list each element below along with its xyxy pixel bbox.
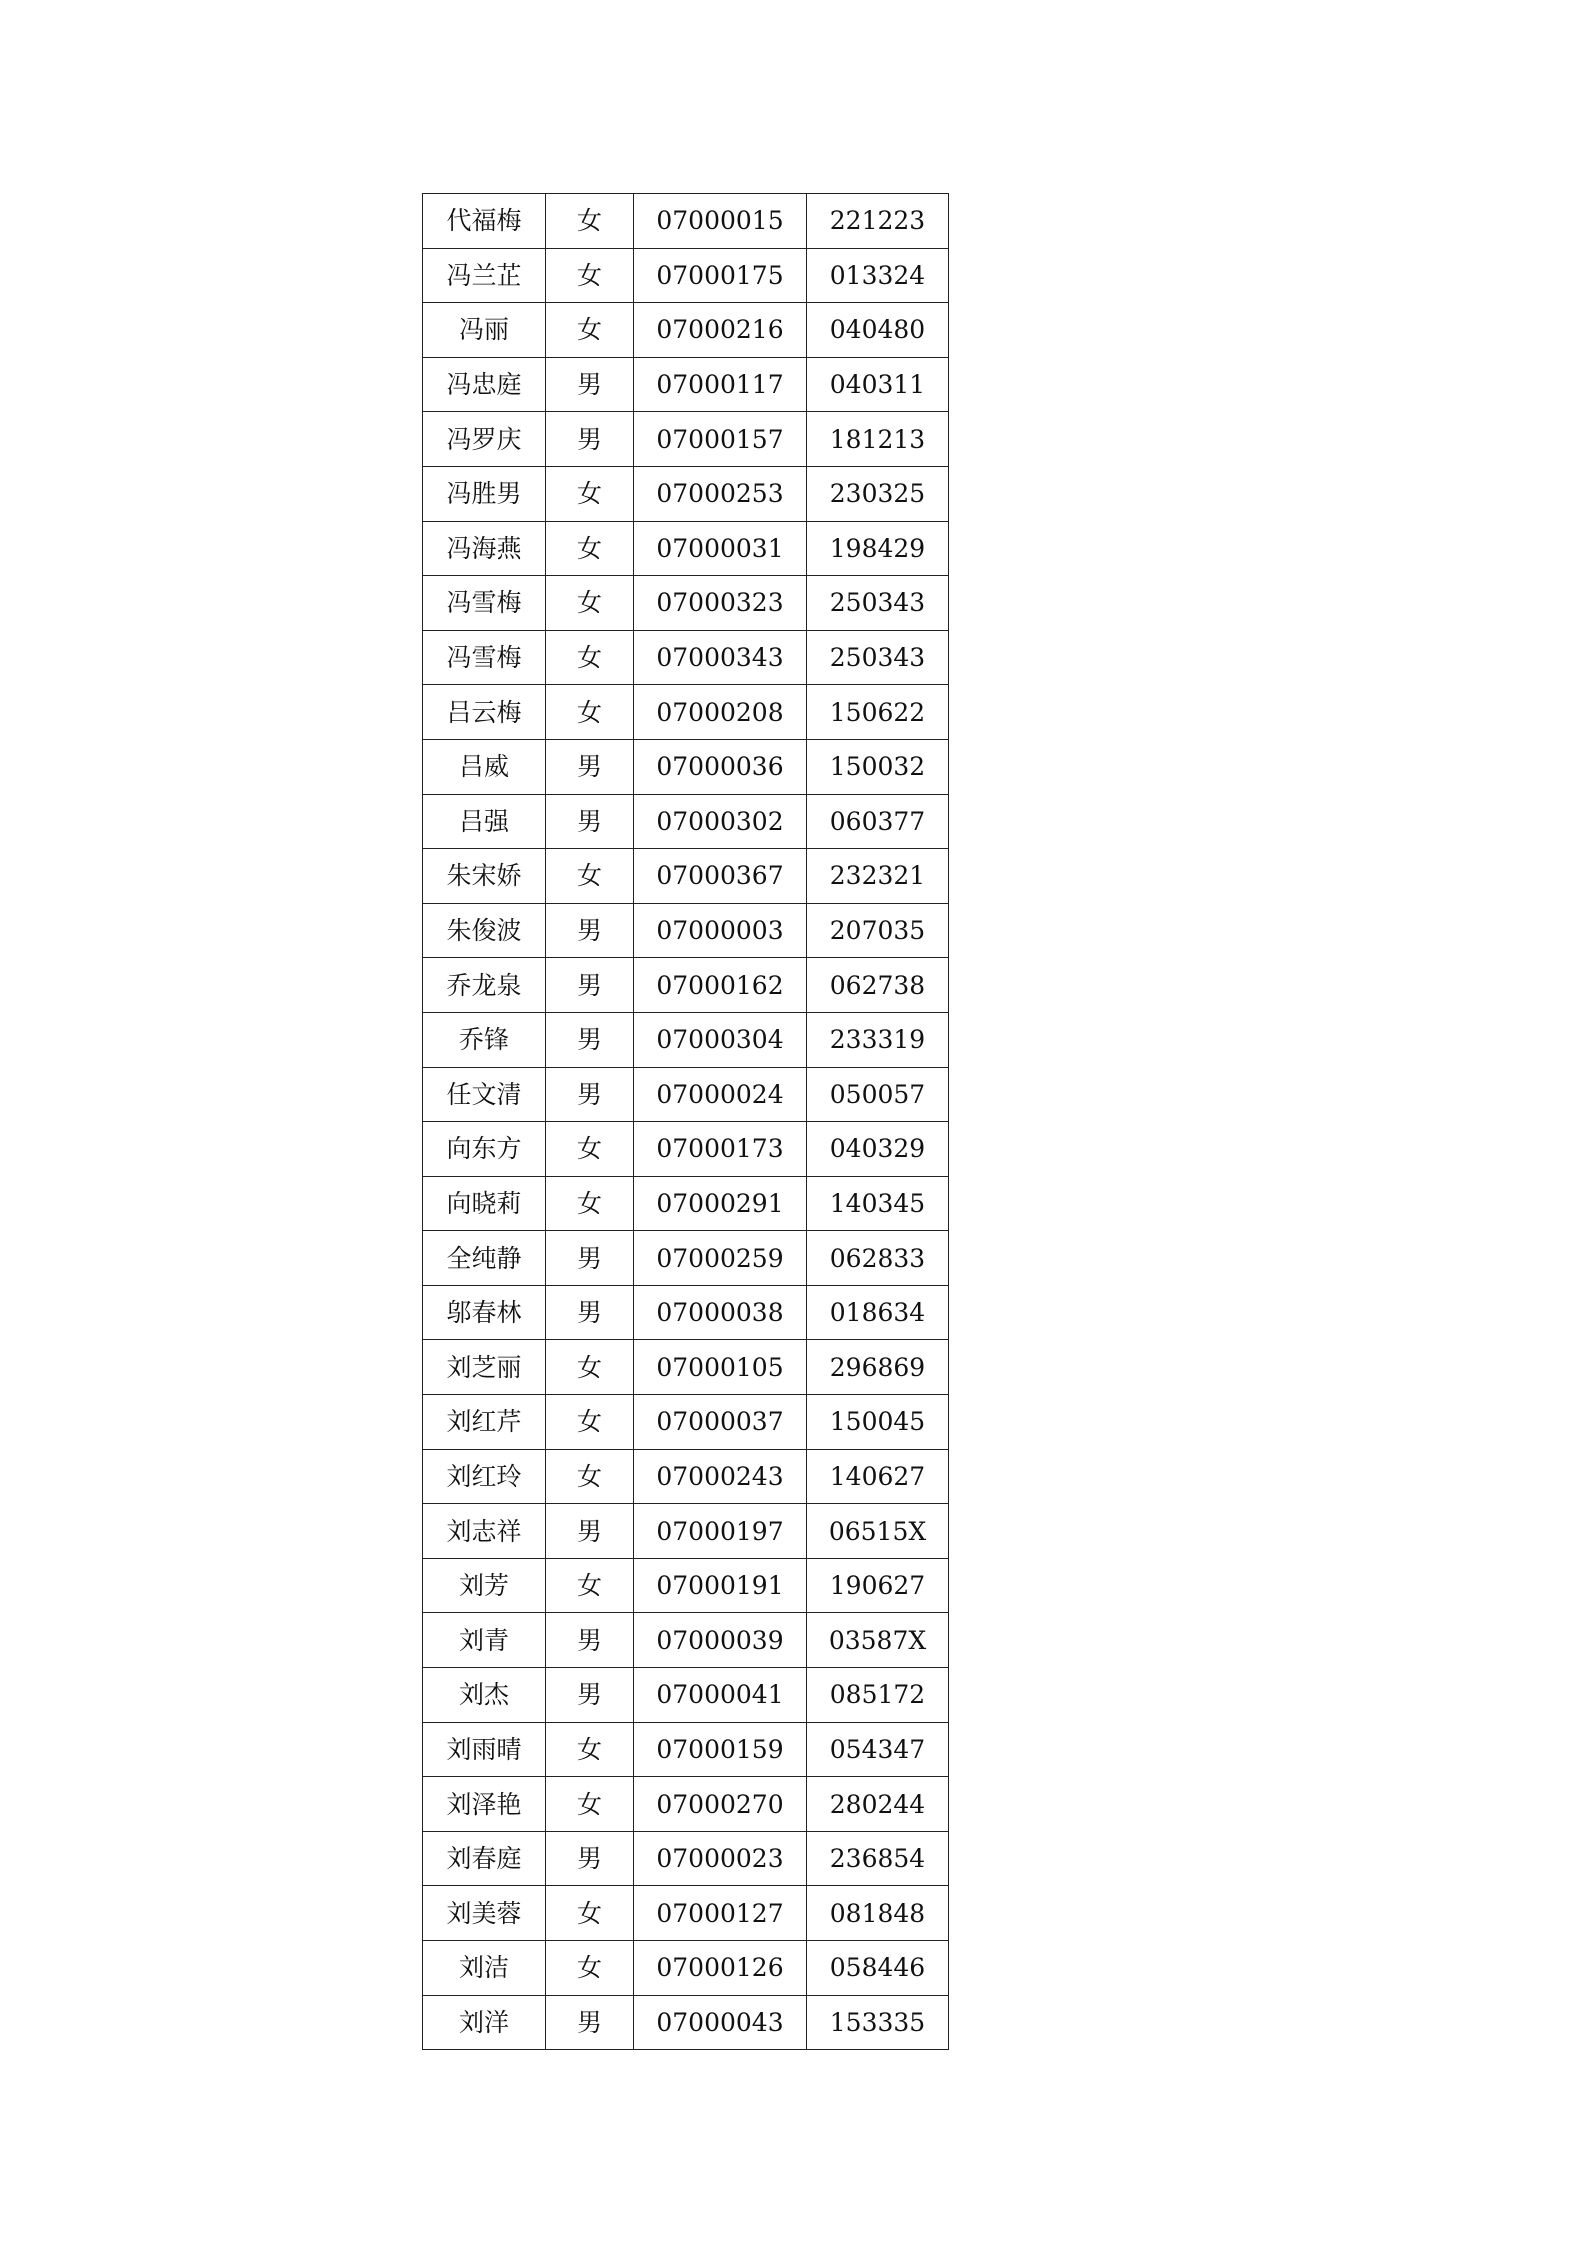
- cell-id-number: 07000175: [634, 248, 807, 303]
- cell-gender: 男: [546, 1831, 634, 1886]
- cell-id-number: 07000031: [634, 521, 807, 576]
- cell-id-number: 07000105: [634, 1340, 807, 1395]
- cell-name: 邬春林: [423, 1285, 546, 1340]
- cell-code: 150032: [807, 739, 949, 794]
- cell-code: 040311: [807, 357, 949, 412]
- cell-id-number: 07000208: [634, 685, 807, 740]
- table-row: [423, 685, 949, 740]
- cell-code: 250343: [807, 630, 949, 685]
- cell-code: 060377: [807, 794, 949, 849]
- cell-code: 06515X: [807, 1504, 949, 1559]
- cell-name: 刘美蓉: [423, 1886, 546, 1941]
- cell-name: 刘洋: [423, 1995, 546, 2050]
- cell-gender: 女: [546, 466, 634, 521]
- cell-code: 153335: [807, 1995, 949, 2050]
- cell-name: 吕威: [423, 739, 546, 794]
- cell-gender: 女: [546, 248, 634, 303]
- cell-name: 刘杰: [423, 1668, 546, 1723]
- cell-id-number: 07000038: [634, 1285, 807, 1340]
- table-row: [423, 1340, 949, 1395]
- cell-code: 085172: [807, 1668, 949, 1723]
- cell-name: 刘洁: [423, 1941, 546, 1996]
- cell-name: 刘雨晴: [423, 1722, 546, 1777]
- cell-code: 040480: [807, 303, 949, 358]
- cell-gender: 女: [546, 685, 634, 740]
- table-row: [423, 357, 949, 412]
- table-row: [423, 1067, 949, 1122]
- cell-id-number: 07000197: [634, 1504, 807, 1559]
- table-row: [423, 1831, 949, 1886]
- cell-gender: 男: [546, 412, 634, 467]
- cell-code: 150622: [807, 685, 949, 740]
- cell-name: 吕强: [423, 794, 546, 849]
- table-row: [423, 630, 949, 685]
- cell-gender: 女: [546, 1395, 634, 1450]
- table-row: [423, 1122, 949, 1177]
- cell-gender: 女: [546, 1722, 634, 1777]
- cell-code: 233319: [807, 1012, 949, 1067]
- cell-id-number: 07000015: [634, 194, 807, 249]
- cell-id-number: 07000162: [634, 958, 807, 1013]
- table-row: [423, 194, 949, 249]
- cell-id-number: 07000259: [634, 1231, 807, 1286]
- cell-gender: 男: [546, 1668, 634, 1723]
- cell-name: 冯兰芷: [423, 248, 546, 303]
- table-row: [423, 466, 949, 521]
- cell-id-number: 07000243: [634, 1449, 807, 1504]
- table-row: [423, 1449, 949, 1504]
- cell-code: 140627: [807, 1449, 949, 1504]
- table-row: [423, 1995, 949, 2050]
- cell-gender: 男: [546, 357, 634, 412]
- cell-code: 250343: [807, 576, 949, 631]
- table-row: [423, 1285, 949, 1340]
- cell-code: 062738: [807, 958, 949, 1013]
- table-row: [423, 1012, 949, 1067]
- cell-code: 190627: [807, 1558, 949, 1613]
- cell-id-number: 07000270: [634, 1777, 807, 1832]
- cell-id-number: 07000159: [634, 1722, 807, 1777]
- cell-code: 221223: [807, 194, 949, 249]
- roster-table: [422, 193, 949, 2050]
- cell-gender: 女: [546, 1941, 634, 1996]
- cell-code: 03587X: [807, 1613, 949, 1668]
- table-row: [423, 1613, 949, 1668]
- cell-code: 062833: [807, 1231, 949, 1286]
- cell-code: 040329: [807, 1122, 949, 1177]
- cell-name: 刘泽艳: [423, 1777, 546, 1832]
- cell-id-number: 07000157: [634, 412, 807, 467]
- cell-id-number: 07000367: [634, 849, 807, 904]
- cell-gender: 男: [546, 1613, 634, 1668]
- table-row: [423, 248, 949, 303]
- cell-name: 吕云梅: [423, 685, 546, 740]
- cell-id-number: 07000043: [634, 1995, 807, 2050]
- cell-gender: 男: [546, 1231, 634, 1286]
- cell-code: 236854: [807, 1831, 949, 1886]
- cell-id-number: 07000041: [634, 1668, 807, 1723]
- cell-gender: 女: [546, 1122, 634, 1177]
- cell-name: 朱宋娇: [423, 849, 546, 904]
- cell-code: 081848: [807, 1886, 949, 1941]
- table-row: [423, 303, 949, 358]
- cell-code: 232321: [807, 849, 949, 904]
- cell-code: 230325: [807, 466, 949, 521]
- cell-code: 198429: [807, 521, 949, 576]
- cell-gender: 男: [546, 1285, 634, 1340]
- cell-code: 013324: [807, 248, 949, 303]
- cell-name: 刘芳: [423, 1558, 546, 1613]
- table-row: [423, 1558, 949, 1613]
- cell-code: 280244: [807, 1777, 949, 1832]
- table-row: [423, 1176, 949, 1231]
- table-row: [423, 1504, 949, 1559]
- cell-gender: 男: [546, 1504, 634, 1559]
- cell-code: 150045: [807, 1395, 949, 1450]
- cell-name: 朱俊波: [423, 903, 546, 958]
- cell-gender: 女: [546, 1886, 634, 1941]
- cell-id-number: 07000037: [634, 1395, 807, 1450]
- cell-code: 050057: [807, 1067, 949, 1122]
- cell-id-number: 07000216: [634, 303, 807, 358]
- cell-id-number: 07000291: [634, 1176, 807, 1231]
- table-row: [423, 521, 949, 576]
- cell-name: 冯雪梅: [423, 576, 546, 631]
- cell-id-number: 07000023: [634, 1831, 807, 1886]
- table-row: [423, 903, 949, 958]
- cell-id-number: 07000127: [634, 1886, 807, 1941]
- cell-gender: 女: [546, 1340, 634, 1395]
- cell-gender: 男: [546, 794, 634, 849]
- cell-id-number: 07000253: [634, 466, 807, 521]
- table-row: [423, 849, 949, 904]
- cell-gender: 男: [546, 958, 634, 1013]
- cell-code: 181213: [807, 412, 949, 467]
- cell-code: 018634: [807, 1285, 949, 1340]
- cell-name: 刘红芹: [423, 1395, 546, 1450]
- table-row: [423, 1886, 949, 1941]
- cell-gender: 女: [546, 1777, 634, 1832]
- cell-gender: 女: [546, 849, 634, 904]
- cell-gender: 女: [546, 1449, 634, 1504]
- roster-table-body: [423, 194, 949, 2050]
- cell-gender: 女: [546, 194, 634, 249]
- cell-name: 向晓莉: [423, 1176, 546, 1231]
- cell-id-number: 07000126: [634, 1941, 807, 1996]
- cell-name: 刘青: [423, 1613, 546, 1668]
- cell-id-number: 07000304: [634, 1012, 807, 1067]
- table-row: [423, 576, 949, 631]
- cell-code: 058446: [807, 1941, 949, 1996]
- table-row: [423, 1941, 949, 1996]
- table-row: [423, 1668, 949, 1723]
- cell-gender: 女: [546, 521, 634, 576]
- cell-code: 054347: [807, 1722, 949, 1777]
- cell-code: 296869: [807, 1340, 949, 1395]
- cell-id-number: 07000323: [634, 576, 807, 631]
- cell-gender: 男: [546, 1995, 634, 2050]
- table-row: [423, 958, 949, 1013]
- cell-name: 任文清: [423, 1067, 546, 1122]
- cell-name: 冯丽: [423, 303, 546, 358]
- cell-code: 207035: [807, 903, 949, 958]
- cell-id-number: 07000003: [634, 903, 807, 958]
- cell-name: 全纯静: [423, 1231, 546, 1286]
- cell-name: 刘春庭: [423, 1831, 546, 1886]
- cell-id-number: 07000117: [634, 357, 807, 412]
- cell-name: 向东方: [423, 1122, 546, 1177]
- cell-name: 冯忠庭: [423, 357, 546, 412]
- table-row: [423, 412, 949, 467]
- cell-name: 乔锋: [423, 1012, 546, 1067]
- cell-id-number: 07000173: [634, 1122, 807, 1177]
- cell-gender: 男: [546, 739, 634, 794]
- cell-gender: 女: [546, 576, 634, 631]
- cell-id-number: 07000036: [634, 739, 807, 794]
- cell-gender: 女: [546, 1558, 634, 1613]
- cell-gender: 男: [546, 1012, 634, 1067]
- table-row: [423, 739, 949, 794]
- cell-gender: 女: [546, 303, 634, 358]
- cell-id-number: 07000191: [634, 1558, 807, 1613]
- cell-id-number: 07000343: [634, 630, 807, 685]
- cell-gender: 女: [546, 1176, 634, 1231]
- cell-id-number: 07000024: [634, 1067, 807, 1122]
- table-row: [423, 794, 949, 849]
- cell-name: 乔龙泉: [423, 958, 546, 1013]
- cell-name: 刘红玲: [423, 1449, 546, 1504]
- cell-code: 140345: [807, 1176, 949, 1231]
- cell-gender: 女: [546, 630, 634, 685]
- cell-name: 代福梅: [423, 194, 546, 249]
- cell-gender: 男: [546, 903, 634, 958]
- table-row: [423, 1231, 949, 1286]
- cell-name: 刘志祥: [423, 1504, 546, 1559]
- cell-id-number: 07000039: [634, 1613, 807, 1668]
- cell-gender: 男: [546, 1067, 634, 1122]
- cell-name: 刘芝丽: [423, 1340, 546, 1395]
- table-row: [423, 1722, 949, 1777]
- table-row: [423, 1395, 949, 1450]
- cell-id-number: 07000302: [634, 794, 807, 849]
- cell-name: 冯雪梅: [423, 630, 546, 685]
- table-row: [423, 1777, 949, 1832]
- cell-name: 冯罗庆: [423, 412, 546, 467]
- cell-name: 冯胜男: [423, 466, 546, 521]
- cell-name: 冯海燕: [423, 521, 546, 576]
